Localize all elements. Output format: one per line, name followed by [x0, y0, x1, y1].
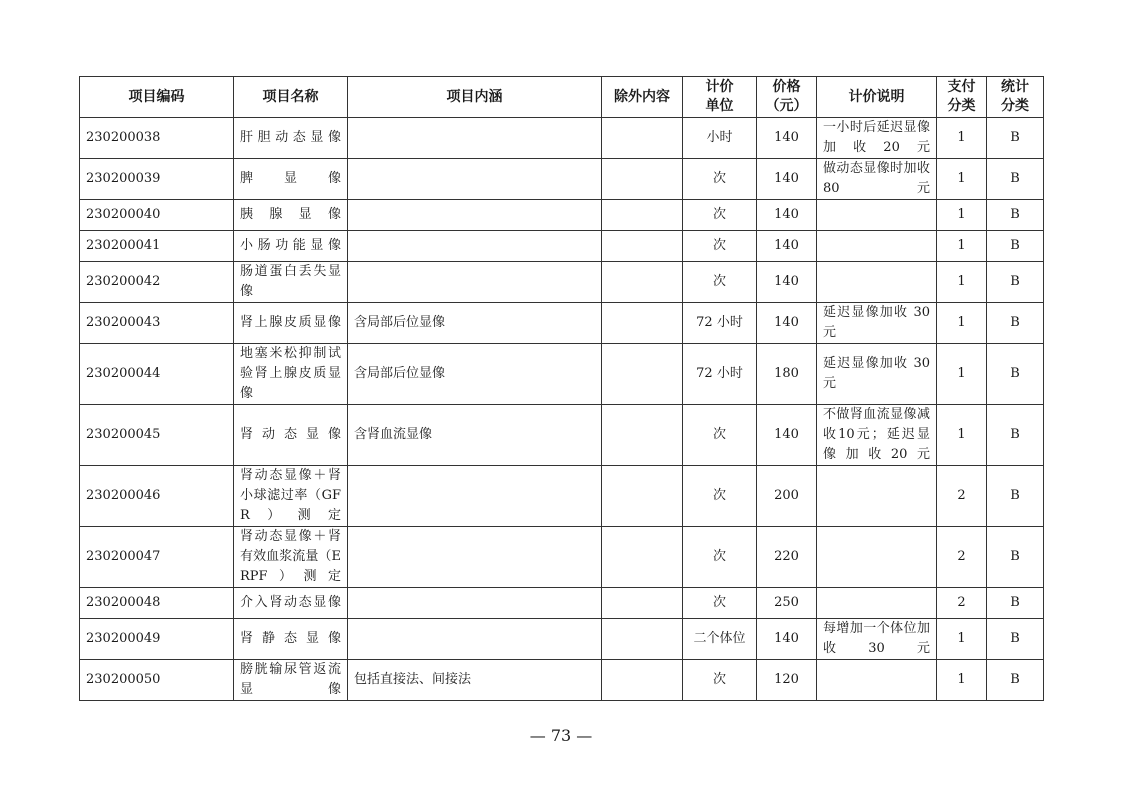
table-row: [80, 660, 1044, 701]
cell-pay: 1: [937, 344, 987, 405]
cell-note: 不做肾血流显像减收10元；延迟显像加收20元: [817, 405, 937, 466]
cell-name: 小肠功能显像: [234, 231, 348, 262]
cell-code: 230200050: [80, 660, 234, 701]
cell-note: [817, 466, 937, 527]
cell-content: [348, 619, 602, 660]
cell-exclude: [602, 660, 683, 701]
cell-exclude: [602, 200, 683, 231]
cell-note: [817, 200, 937, 231]
col-header-stat: 统计 分类: [987, 77, 1044, 118]
cell-exclude: [602, 159, 683, 200]
cell-exclude: [602, 262, 683, 303]
cell-unit: 次: [683, 527, 757, 588]
cell-note: [817, 660, 937, 701]
cell-price: 140: [757, 231, 817, 262]
cell-unit: 次: [683, 405, 757, 466]
cell-pay: 1: [937, 159, 987, 200]
cell-content: [348, 200, 602, 231]
cell-exclude: [602, 619, 683, 660]
cell-exclude: [602, 118, 683, 159]
cell-content: [348, 527, 602, 588]
cell-exclude: [602, 344, 683, 405]
cell-price: 140: [757, 262, 817, 303]
cell-unit: 次: [683, 660, 757, 701]
cell-stat: B: [987, 588, 1044, 619]
cell-code: 230200041: [80, 231, 234, 262]
cell-unit: 次: [683, 159, 757, 200]
cell-name: 介入肾动态显像: [234, 588, 348, 619]
cell-pay: 2: [937, 466, 987, 527]
cell-stat: B: [987, 344, 1044, 405]
cell-code: 230200039: [80, 159, 234, 200]
cell-unit: 72 小时: [683, 344, 757, 405]
cell-price: 250: [757, 588, 817, 619]
cell-stat: B: [987, 159, 1044, 200]
cell-code: 230200049: [80, 619, 234, 660]
cell-name: 肾上腺皮质显像: [234, 303, 348, 344]
cell-stat: B: [987, 527, 1044, 588]
cell-unit: 次: [683, 466, 757, 527]
cell-stat: B: [987, 118, 1044, 159]
cell-name: 胰腺显像: [234, 200, 348, 231]
cell-price: 120: [757, 660, 817, 701]
cell-unit: 72 小时: [683, 303, 757, 344]
table-row: [80, 262, 1044, 303]
cell-pay: 1: [937, 118, 987, 159]
cell-price: 140: [757, 118, 817, 159]
cell-pay: 1: [937, 405, 987, 466]
cell-exclude: [602, 588, 683, 619]
cell-note: 做动态显像时加收80元: [817, 159, 937, 200]
cell-content: 含肾血流显像: [348, 405, 602, 466]
cell-note: 每增加一个体位加收30元: [817, 619, 937, 660]
cell-price: 140: [757, 619, 817, 660]
cell-code: 230200038: [80, 118, 234, 159]
cell-name: 肠道蛋白丢失显像: [234, 262, 348, 303]
cell-pay: 1: [937, 303, 987, 344]
col-header-unit: 计价 单位: [683, 77, 757, 118]
cell-code: 230200046: [80, 466, 234, 527]
cell-stat: B: [987, 231, 1044, 262]
cell-unit: 次: [683, 231, 757, 262]
price-table: [79, 76, 1044, 701]
cell-stat: B: [987, 619, 1044, 660]
cell-code: 230200043: [80, 303, 234, 344]
cell-exclude: [602, 231, 683, 262]
page-number: — 73 —: [529, 726, 593, 745]
cell-exclude: [602, 527, 683, 588]
cell-name: 肾动态显像＋肾小球滤过率（GFR）测定: [234, 466, 348, 527]
cell-pay: 1: [937, 619, 987, 660]
cell-content: [348, 262, 602, 303]
cell-note: [817, 262, 937, 303]
cell-unit: 二个体位: [683, 619, 757, 660]
cell-code: 230200045: [80, 405, 234, 466]
cell-exclude: [602, 405, 683, 466]
cell-note: 一小时后延迟显像加收20元: [817, 118, 937, 159]
table-row: [80, 159, 1044, 200]
table-row: [80, 466, 1044, 527]
cell-pay: 1: [937, 200, 987, 231]
table-row: [80, 619, 1044, 660]
col-header-content: 项目内涵: [348, 77, 602, 118]
cell-code: 230200044: [80, 344, 234, 405]
table-row: [80, 405, 1044, 466]
cell-exclude: [602, 466, 683, 527]
header-row: [80, 77, 1044, 118]
table-row: [80, 231, 1044, 262]
cell-price: 140: [757, 200, 817, 231]
col-header-name: 项目名称: [234, 77, 348, 118]
cell-name: 脾显像: [234, 159, 348, 200]
table-row: [80, 344, 1044, 405]
cell-price: 140: [757, 303, 817, 344]
cell-name: 肾静态显像: [234, 619, 348, 660]
cell-stat: B: [987, 200, 1044, 231]
cell-pay: 1: [937, 262, 987, 303]
table-row: [80, 588, 1044, 619]
cell-name: 肝胆动态显像: [234, 118, 348, 159]
cell-code: 230200042: [80, 262, 234, 303]
col-header-exclude: 除外内容: [602, 77, 683, 118]
cell-note: [817, 231, 937, 262]
cell-note: [817, 588, 937, 619]
col-header-note: 计价说明: [817, 77, 937, 118]
col-header-code: 项目编码: [80, 77, 234, 118]
cell-content: 含局部后位显像: [348, 344, 602, 405]
cell-price: 180: [757, 344, 817, 405]
cell-stat: B: [987, 660, 1044, 701]
cell-pay: 2: [937, 527, 987, 588]
cell-exclude: [602, 303, 683, 344]
cell-pay: 1: [937, 231, 987, 262]
table-row: [80, 303, 1044, 344]
cell-content: [348, 231, 602, 262]
cell-content: 含局部后位显像: [348, 303, 602, 344]
cell-name: 肾动态显像＋肾有效血浆流量（ERPF）测定: [234, 527, 348, 588]
cell-unit: 次: [683, 200, 757, 231]
table-row: [80, 200, 1044, 231]
cell-stat: B: [987, 262, 1044, 303]
col-header-price: 价格 （元）: [757, 77, 817, 118]
cell-content: [348, 588, 602, 619]
cell-code: 230200047: [80, 527, 234, 588]
cell-stat: B: [987, 466, 1044, 527]
cell-unit: 次: [683, 588, 757, 619]
cell-name: 膀胱输尿管返流显像: [234, 660, 348, 701]
cell-content: 包括直接法、间接法: [348, 660, 602, 701]
cell-code: 230200040: [80, 200, 234, 231]
cell-content: [348, 159, 602, 200]
cell-content: [348, 118, 602, 159]
cell-stat: B: [987, 405, 1044, 466]
cell-code: 230200048: [80, 588, 234, 619]
table-row: [80, 527, 1044, 588]
cell-unit: 次: [683, 262, 757, 303]
cell-content: [348, 466, 602, 527]
cell-name: 地塞米松抑制试验肾上腺皮质显像: [234, 344, 348, 405]
cell-price: 140: [757, 405, 817, 466]
cell-pay: 1: [937, 660, 987, 701]
table-row: [80, 118, 1044, 159]
cell-name: 肾动态显像: [234, 405, 348, 466]
col-header-pay: 支付 分类: [937, 77, 987, 118]
cell-price: 140: [757, 159, 817, 200]
cell-note: [817, 527, 937, 588]
cell-stat: B: [987, 303, 1044, 344]
cell-note: 延迟显像加收 30 元: [817, 303, 937, 344]
cell-pay: 2: [937, 588, 987, 619]
cell-price: 220: [757, 527, 817, 588]
cell-note: 延迟显像加收 30 元: [817, 344, 937, 405]
cell-price: 200: [757, 466, 817, 527]
cell-unit: 小时: [683, 118, 757, 159]
